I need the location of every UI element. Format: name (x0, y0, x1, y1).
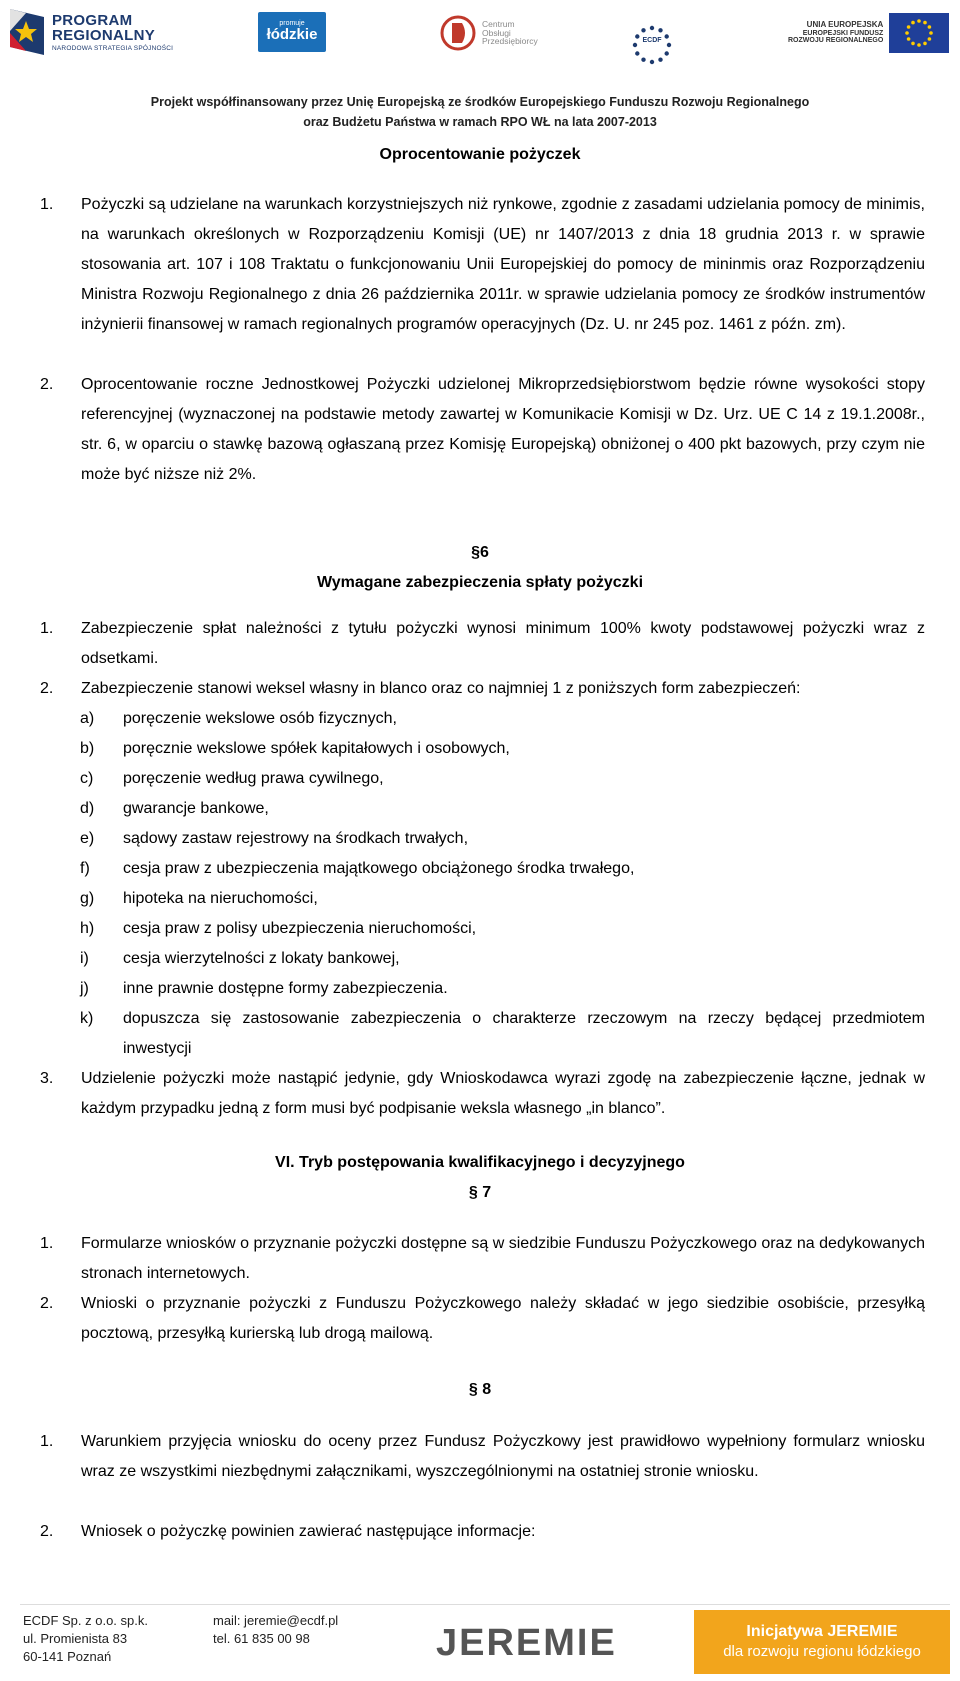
paragraph-6-mark: §6 (471, 544, 489, 561)
lodzkie-logo-small: promuje (279, 20, 305, 28)
section-title-securities: Wymagane zabezpieczenia spłaty pożyczki (316, 574, 644, 591)
section-title-interest: Oprocentowanie pożyczek (379, 146, 581, 163)
subitem-text: poręczenie według prawa cywilnego, (123, 770, 384, 787)
subitem-letter: c) (80, 770, 94, 787)
footer-street: ul. Promienista 83 (23, 1631, 128, 1646)
subitem-text: inne prawnie dostępne formy zabezpieczenia. (123, 980, 448, 997)
cop-logo-line1: Centrum (482, 18, 515, 29)
eu-logo-line1: UNIA EUROPEJSKA (806, 19, 884, 29)
ecdf-stars-icon (630, 23, 674, 67)
item-text: Zabezpieczenie spłat należności z tytułu pożyczki wynosi minimum 100% kwoty podstawowej pożyczki wraz z odsetkami. (81, 620, 925, 667)
subitem-letter: b) (80, 740, 95, 757)
item-text: Zabezpieczenie stanowi weksel własny in blanco oraz co najmniej 1 z poniższych form zabezpieczeń: (81, 680, 801, 697)
item-number: 1. (40, 1235, 54, 1252)
procedure-item-1 (40, 1229, 925, 1289)
subitem-letter: h) (80, 920, 95, 937)
item-text: Wnioski o przyznanie pożyczki z Funduszu Pożyczkowego należy składać w jego siedzibie osobiście, przesyłką pocztową, przesyłką kurierską lub drogą mailową. (81, 1295, 925, 1342)
jeremie-logo: JEREMIE (436, 1622, 617, 1664)
application-item-1 (40, 1427, 925, 1487)
footer-address (23, 1612, 148, 1666)
subitem-text: poręczenie wekslowe osób fizycznych, (123, 710, 397, 727)
subitem-letter: d) (80, 800, 95, 817)
program-logo-line1: PROGRAM (52, 12, 133, 30)
security-subitem (80, 794, 925, 824)
security-subitem (80, 944, 925, 974)
interest-item-1 (40, 190, 925, 340)
security-subitem (80, 854, 925, 884)
security-subitem (80, 704, 925, 734)
ecdf-logo-label: ECDF (642, 36, 662, 44)
securities-item-2 (40, 674, 925, 704)
subitem-letter: f) (80, 860, 90, 877)
paragraph-7-mark: § 7 (468, 1184, 492, 1201)
item-text: Warunkiem przyjęcia wniosku do oceny przez Fundusz Pożyczkowy jest prawidłowo wypełniony formularz wniosku wraz ze wszystkimi niezbędnymi załącznikami, wyszczególnionymi na ostatniej stronie wniosku. (81, 1433, 925, 1480)
footer-mail: mail: jeremie@ecdf.pl (213, 1613, 339, 1628)
security-subitem (80, 1004, 925, 1064)
eu-logo (788, 12, 956, 54)
cop-logo-line3: Przedsiębiorcy (482, 36, 538, 47)
security-subitem (80, 974, 925, 1004)
item-number: 2. (40, 1523, 54, 1540)
securities-item-3 (40, 1064, 925, 1124)
program-logo-line2: REGIONALNY (52, 27, 156, 45)
securities-item-1 (40, 614, 925, 674)
subitem-text: hipoteka na nieruchomości, (123, 890, 318, 907)
item-number: 3. (40, 1070, 54, 1087)
footer-phone: tel. 61 835 00 98 (213, 1631, 310, 1646)
subitem-letter: i) (80, 950, 89, 967)
subitem-text: cesja praw z polisy ubezpieczenia nieruchomości, (123, 920, 477, 937)
chapter-heading-vi: VI. Tryb postępowania kwalifikacyjnego i decyzyjnego (275, 1154, 685, 1171)
item-number: 2. (40, 376, 54, 393)
subitem-letter: j) (80, 980, 89, 997)
item-number: 1. (40, 1433, 54, 1450)
item-text: Pożyczki są udzielane na warunkach korzystniejszych niż rynkowe, zgodnie z zasadami udzielania pomocy de minimis, na warunkach określonych w Rozporządzeniu Komisji (UE) nr 1407/2013 z dnia 18 grudnia 2013 r. w sprawie stosowania art. 107 i 108 Traktatu o funkcjonowaniu Unii Europejskiej do pomocy de mininmis oraz Rozporządzeniu Ministra Rozwoju Regionalnego z dnia 26 października 2011r. w sprawie udzielania pomocy ze środków instrumentów inżynierii finansowej w ramach regionalnych programów operacyjnych (Dz. U. nr 245 poz. 1461 z późn. zm). (81, 196, 925, 333)
item-number: 2. (40, 1295, 54, 1312)
item-text: Formularze wniosków o przyznanie pożyczki dostępne są w siedzibie Funduszu Pożyczkowego oraz na dedykowanych stronach internetowych. (81, 1235, 925, 1282)
program-regionalny-logo (6, 4, 196, 62)
cofinance-line-1: Projekt współfinansowany przez Unię Europejską ze środków Europejskiego Funduszu Rozwoju Regionalnego (150, 95, 810, 109)
subitem-text: cesja praw z ubezpieczenia majątkowego obciążonego środka trwałego, (123, 860, 635, 877)
security-subitem (80, 824, 925, 854)
subitem-letter: e) (80, 830, 95, 847)
item-number: 1. (40, 620, 54, 637)
subitem-letter: k) (80, 1010, 94, 1027)
application-item-2 (40, 1517, 925, 1547)
interest-item-2 (40, 370, 925, 490)
flag-star-icon (6, 7, 48, 59)
item-number: 2. (40, 680, 54, 697)
jeremie-initiative-badge (694, 1610, 950, 1674)
eu-flag-icon (889, 13, 949, 53)
initiative-line-2: dla rozwoju regionu łódzkiego (723, 1643, 921, 1660)
subitem-text: sądowy zastaw rejestrowy na środkach trwałych, (123, 830, 469, 847)
subitem-text: cesja wierzytelności z lokaty bankowej, (123, 950, 400, 967)
footer-city: 60-141 Poznań (23, 1649, 112, 1664)
initiative-line-1: Inicjatywa JEREMIE (746, 1623, 898, 1640)
item-text: Udzielenie pożyczki może nastąpić jedynie, gdy Wnioskodawca wyrazi zgodę na zabezpieczenie łączne, jednak w każdym przypadku jedną z form musi być podpisanie weksla własnego „in blanco”. (81, 1070, 925, 1117)
item-text: Wniosek o pożyczkę powinien zawierać następujące informacje: (81, 1523, 536, 1540)
footer-contact (213, 1612, 338, 1648)
paragraph-8-mark: § 8 (468, 1381, 492, 1398)
lodzkie-logo-big: łódzkie (266, 26, 318, 44)
cofinance-line-2: oraz Budżetu Państwa w ramach RPO WŁ na lata 2007-2013 (303, 115, 657, 129)
procedure-item-2 (40, 1289, 925, 1349)
subitem-text: dopuszcza się zastosowanie zabezpieczenia o charakterze rzeczowym na rzeczy będącej przedmiotem inwestycji (123, 1010, 925, 1057)
cofinance-statement (0, 92, 960, 132)
cop-logo-line2: Obsługi (482, 27, 511, 38)
security-subitem (80, 764, 925, 794)
security-subitem (80, 734, 925, 764)
subitem-text: gwarancje bankowe, (123, 800, 269, 817)
subitem-letter: g) (80, 890, 95, 907)
item-text: Oprocentowanie roczne Jednostkowej Pożyczki udzielonej Mikroprzedsiębiorstwom będzie równe wysokości stopy referencyjnej (wyznaczonej na podstawie metody zawartej w Komunikacie Komisji w Dz. Urz. UE C 14 z 19.1.2008r., str. 6, w oparciu o stawkę bazową ogłaszaną przez Komisję Europejską) obniżonej o 400 pkt bazowych, przy czym nie może być niższe niż 2%. (81, 376, 925, 483)
security-subitem (80, 884, 925, 914)
cop-logo (440, 12, 550, 54)
subitem-letter: a) (80, 710, 95, 727)
page-header (0, 0, 960, 140)
eu-logo-line2: EUROPEJSKI FUNDUSZ (802, 29, 884, 37)
program-logo-line3: NARODOWA STRATEGIA SPÓJNOŚCI (52, 45, 174, 53)
page-footer (0, 1604, 960, 1681)
security-subitem (80, 914, 925, 944)
eu-logo-line3: ROZWOJU REGIONALNEGO (788, 37, 884, 45)
footer-company: ECDF Sp. z o.o. sp.k. (23, 1613, 148, 1628)
ecdf-logo (628, 10, 676, 56)
lodzkie-logo (258, 12, 326, 52)
subitem-text: poręcznie wekslowe spółek kapitałowych i osobowych, (123, 740, 510, 757)
cop-emblem-icon (440, 13, 476, 53)
item-number: 1. (40, 196, 54, 213)
footer-divider (20, 1604, 950, 1605)
